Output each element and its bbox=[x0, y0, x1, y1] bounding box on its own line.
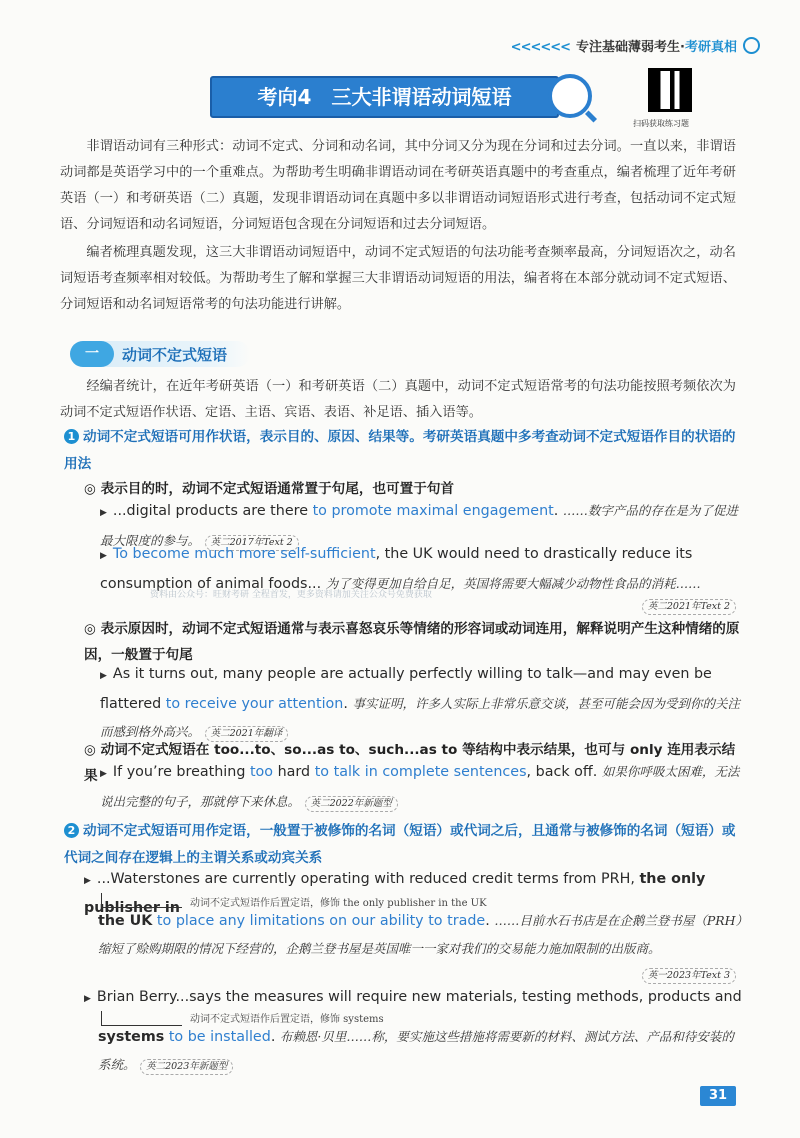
search-logo-icon bbox=[548, 74, 592, 118]
section-number: 一 bbox=[70, 341, 114, 367]
annotation-note-1: 动词不定式短语作后置定语，修饰 the only publisher in the UK bbox=[190, 898, 487, 909]
qr-code[interactable] bbox=[648, 68, 692, 112]
section-intro: 经编者统计，在近年考研英语（一）和考研英语（二）真题中，动词不定式短语常考的句法功能按照考频依次为动词不定式短语作状语、定语、主语、宾语、表语、补足语、插入语等。 bbox=[60, 379, 736, 420]
sub-3-title: ◎ 动词不定式短语在 too...to、so...as to、such...as to 等结构中表示结果，也可与 only 连用表示结果 bbox=[84, 742, 736, 784]
point-2-number: 2 bbox=[64, 823, 79, 838]
example-1: ▶ ...digital products are there to promote maximal engagement. ……数字产品的存在是为了促进最大限度的参与。 英二2017年Text 2 bbox=[100, 497, 740, 555]
magnifier-icon bbox=[743, 37, 760, 54]
source-tag-2: 英二2021年Text 2 bbox=[642, 594, 736, 615]
arrows-decoration: <<<<<< bbox=[510, 40, 571, 55]
point-2-heading bbox=[64, 818, 740, 872]
annotation-note-2: 动词不定式短语作后置定语，修饰 systems bbox=[190, 1014, 384, 1025]
section-title: 动词不定式短语 bbox=[122, 346, 228, 364]
page-number: 31 bbox=[700, 1086, 736, 1106]
section-heading bbox=[70, 341, 250, 367]
source-tag-5: 英一2023年Text 3 bbox=[642, 963, 736, 984]
header-brand: 考研真相 bbox=[684, 40, 737, 55]
header-series: 专注基础薄弱考生· bbox=[576, 40, 685, 55]
intro-paragraph-1: 非谓语动词有三种形式：动词不定式、分词和动名词，其中分词又分为现在分词和过去分词。一直以来，非谓语动词都是英语学习中的一个重难点。为帮助考生明确非谓语动词在考研英语真题中的考查重点，编者梳理了近年考研英语（一）和考研英语（二）真题，发现非谓语动词在真题中多以非谓语动词短语形式进行考查，包括动词不定式短语、分词短语和动名词短语，分词短语包含现在分词短语和过去分词短语。 bbox=[60, 139, 736, 232]
source-tag: 英二2017年Text 2 bbox=[205, 535, 299, 551]
point-1-title: 动词不定式短语可用作状语，表示目的、原因、结果等。考研英语真题中多考查动词不定式短语作目的状语的用法 bbox=[64, 429, 736, 472]
example-6-body: systems to be installed. 布赖恩·贝里……称，要实施这些措施将需要新的材料、测试方法、产品和待安装的系统。 英二2023年新题型 bbox=[98, 1023, 744, 1079]
example-6-line-1: ▶ Brian Berry...says the measures will require new materials, testing methods, products and bbox=[84, 989, 742, 1005]
example-3: ▶ As it turns out, many people are actually perfectly willing to talk—and may even be flattered to receive your attention. 事实证明，许多人实际上非常乐意交谈，甚至可能会因为受到你的关注而感到格外高兴。 英二2021年翻译 bbox=[100, 661, 740, 746]
example-2: ▶ To become much more self-sufficient, the UK would need to drastically reduce its consumption of animal foods... 为了变得更加自给自足，英国将需要大幅减少动物性食品的消耗…… bbox=[100, 546, 701, 592]
point-2-title: 动词不定式短语可用作定语，一般置于被修饰的名词（短语）或代词之后，且通常与被修饰的名词（短语）或代词之间存在逻辑上的主谓关系或动宾关系 bbox=[64, 823, 736, 866]
point-1-heading bbox=[64, 424, 740, 478]
sub-1-title: ◎ 表示目的时，动词不定式短语通常置于句尾，也可置于句首 bbox=[84, 481, 455, 497]
example-5-body: the UK to place any limitations on our ability to trade. ……目前水石书店是在企鹅兰登书屋（PRH）缩短了赊购期限的情况下经营的，企鹅兰登书屋是英国唯一一家对我们的交易能力施加限制的出版商。 bbox=[98, 913, 742, 956]
point-1-number: 1 bbox=[64, 429, 79, 444]
chapter-banner: 考向4 三大非谓语动词短语 bbox=[210, 76, 559, 118]
running-header bbox=[511, 36, 760, 55]
example-5-line-1: ▶ ...Waterstones are currently operating with reduced credit terms from PRH, the only publisher in bbox=[84, 871, 706, 916]
annotation-bracket bbox=[101, 893, 182, 908]
example-4: ▶ If you’re breathing too hard to talk in complete sentences, back off. 如果你呼吸太困难，无法说出完整的句子，那就停下来休息。 英二2022年新题型 bbox=[100, 758, 740, 816]
watermark: 资料由公众号：旺财考研 全程首发，更多资料请加关注公众号免费获取 bbox=[150, 590, 432, 600]
sub-2-title: ◎ 表示原因时，动词不定式短语通常与表示喜怒哀乐等情绪的形容词或动词连用，解释说明产生这种情绪的原因，一般置于句尾 bbox=[84, 621, 740, 663]
qr-caption: 扫码获取练习题 bbox=[633, 119, 689, 128]
intro-paragraph-2: 编者梳理真题发现，这三大非谓语动词短语中，动词不定式短语的句法功能考查频率最高，分词短语次之，动名词短语考查频率相对较低。为帮助考生了解和掌握三大非谓语动词短语的用法，编者将在本部分就动词不定式短语、分词短语和动名词短语常考的句法功能进行讲解。 bbox=[60, 245, 736, 312]
